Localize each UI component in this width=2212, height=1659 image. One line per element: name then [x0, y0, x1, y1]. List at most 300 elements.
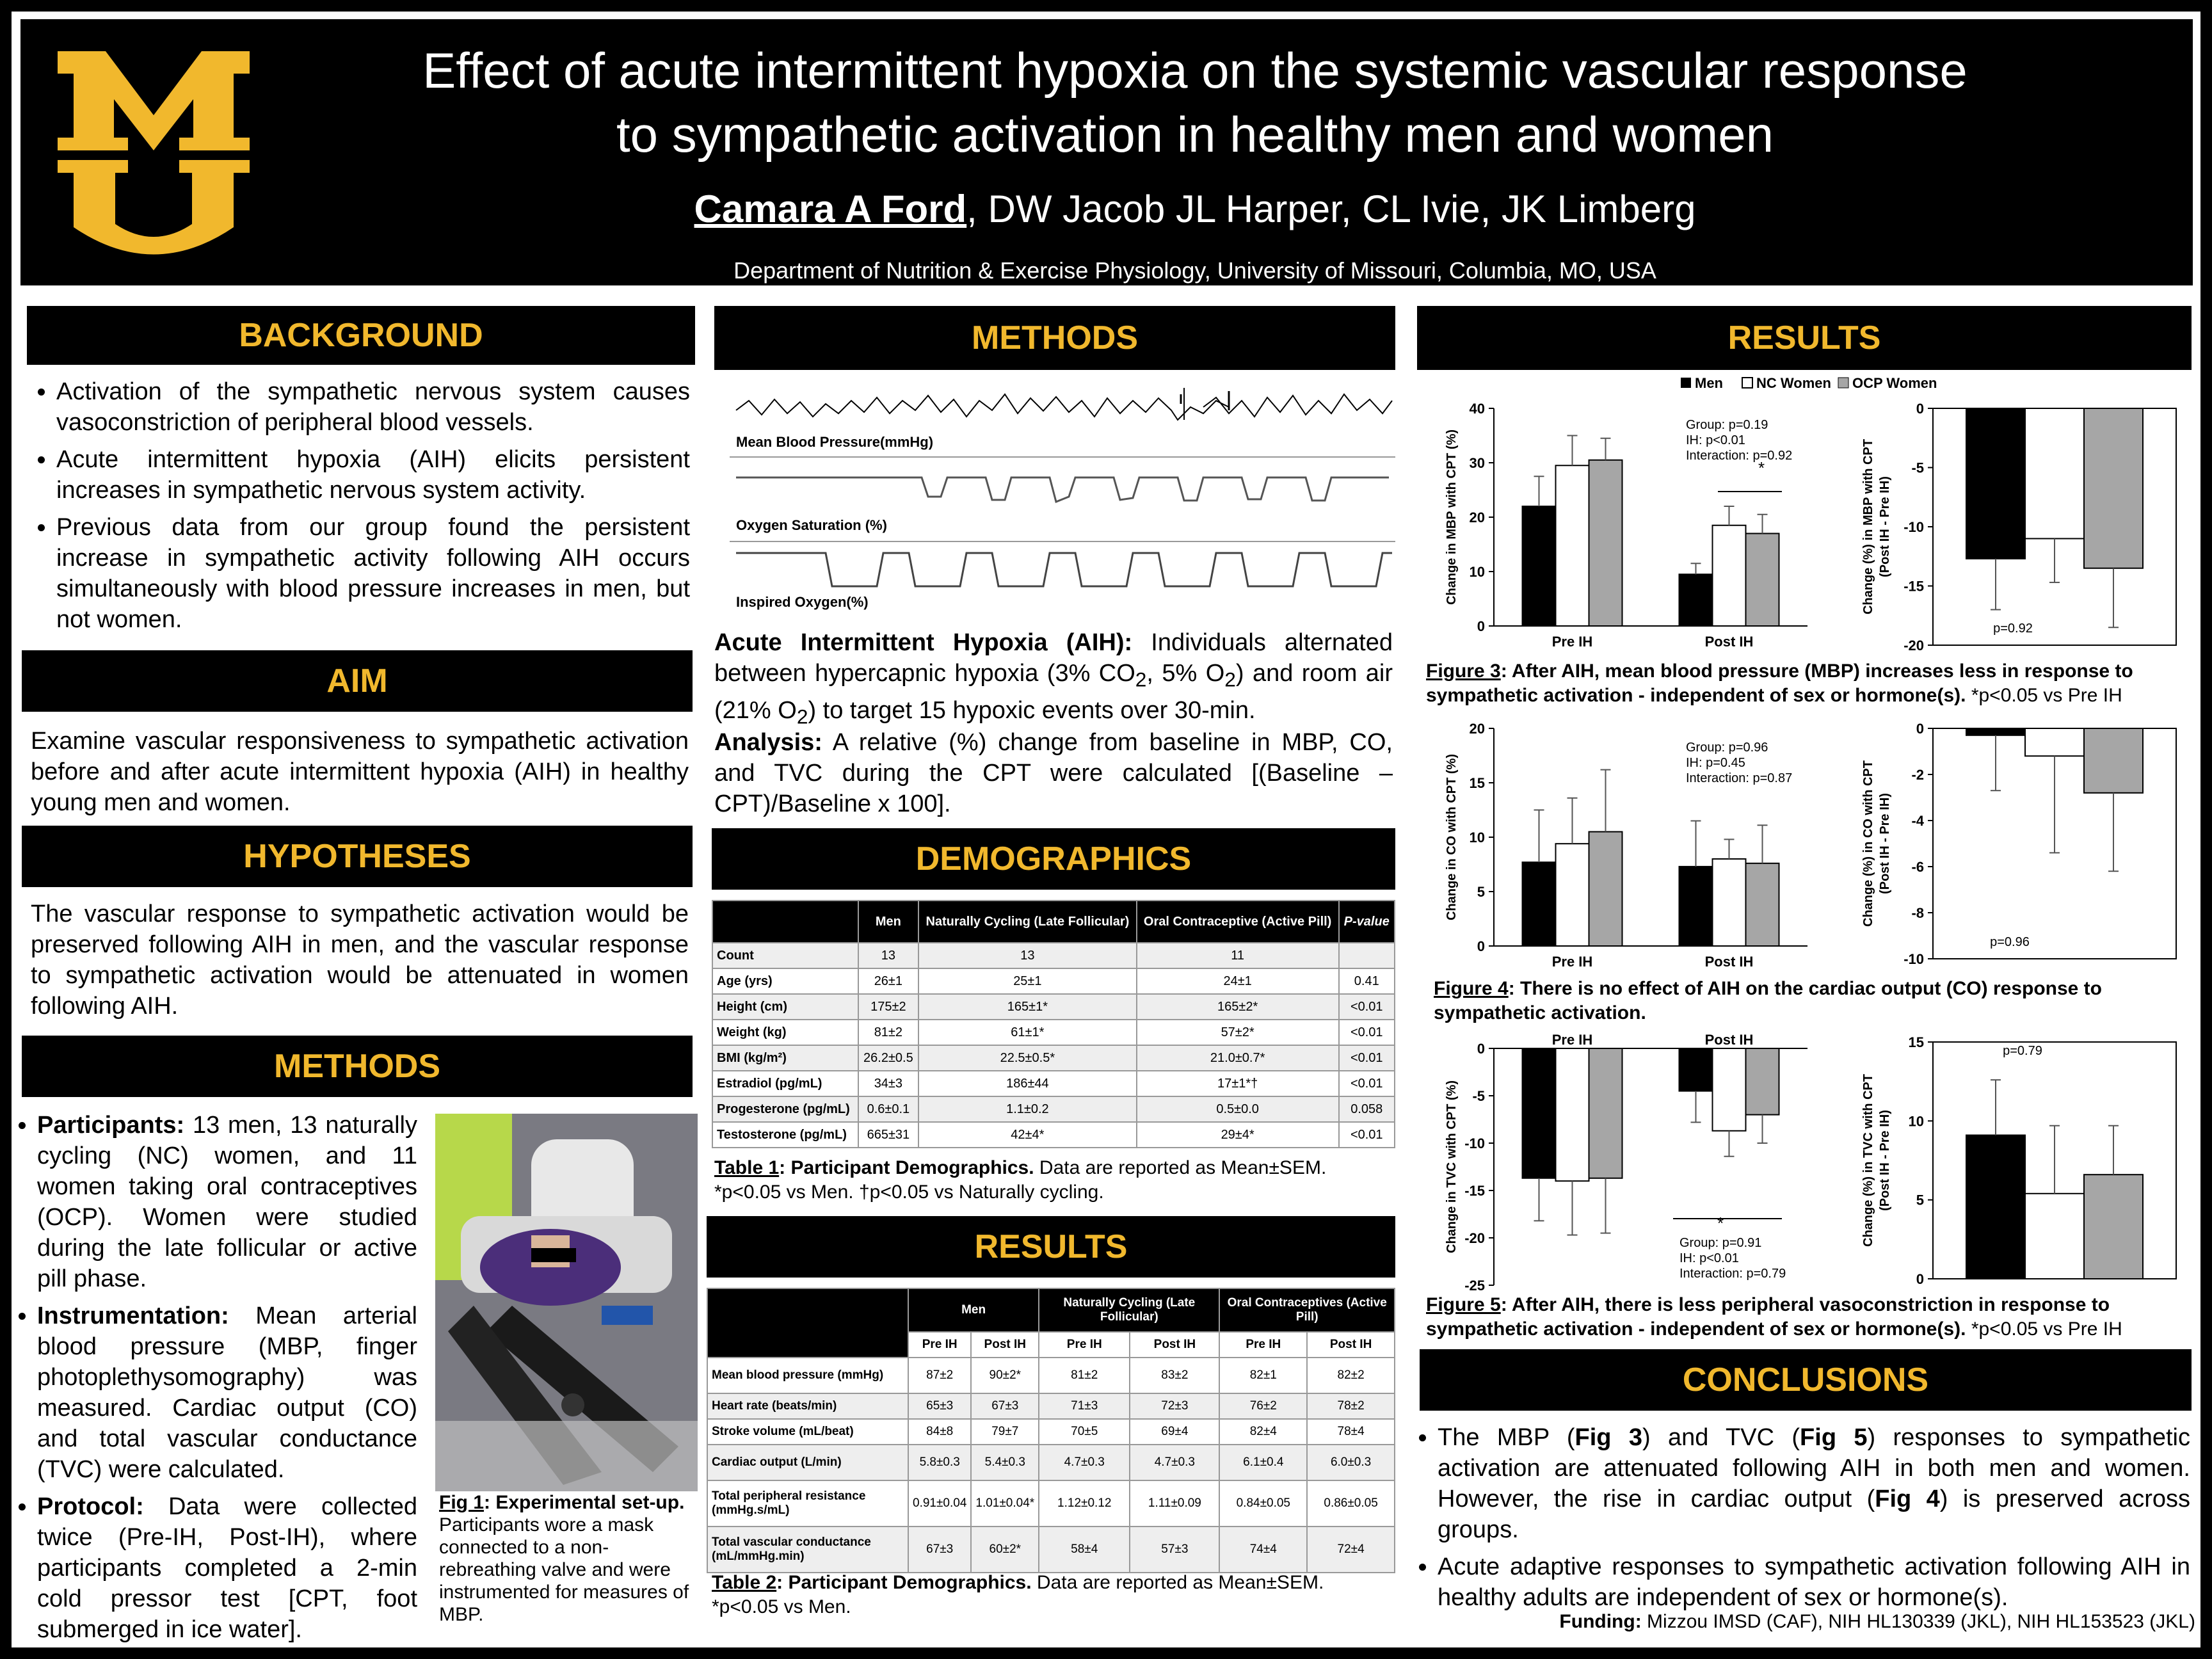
table-cell: <0.01 — [1339, 1071, 1395, 1096]
table-cell: 81±2 — [1039, 1358, 1130, 1393]
table-cell: Cardiac output (L/min) — [707, 1445, 908, 1480]
table-subheader: Pre IH — [1039, 1332, 1130, 1358]
analysis-label: Analysis: — [714, 729, 822, 756]
spo2-trace — [736, 477, 1389, 502]
y-tick-label: -4 — [1911, 813, 1924, 829]
y-axis-label: Change in MBP with CPT (%) — [1445, 429, 1459, 605]
table-row — [707, 1480, 1395, 1527]
table-cell: Age (yrs) — [712, 968, 858, 994]
fig3-caption — [1426, 659, 2192, 708]
table-cell: 0.41 — [1339, 968, 1395, 994]
table-cell: <0.01 — [1339, 994, 1395, 1020]
funding-line — [1511, 1610, 2195, 1633]
table-row — [707, 1393, 1395, 1419]
table-cell: 5.8±0.3 — [908, 1445, 971, 1480]
table-cell: 26±1 — [858, 968, 918, 994]
table-cell: 69±4 — [1130, 1419, 1219, 1445]
bar-ocp-women — [1746, 534, 1779, 627]
category-label: Post IH — [1704, 1032, 1754, 1048]
table-cell: 84±8 — [908, 1419, 971, 1445]
bar-ocp-women — [2084, 408, 2143, 568]
bar-ocp-women — [1746, 863, 1779, 946]
table-cell — [1339, 943, 1395, 968]
bar-ocp-women — [1589, 460, 1623, 626]
stats-annotation: Interaction: p=0.87 — [1686, 771, 1793, 785]
table-cell: 0.5±0.0 — [1137, 1096, 1339, 1122]
table-cell: 60±2* — [971, 1527, 1039, 1573]
legend-label: OCP Women — [1852, 375, 1937, 391]
conclusions-heading: CONCLUSIONS — [1420, 1349, 2192, 1411]
fig5-caption — [1426, 1293, 2192, 1342]
fig1-text: Participants wore a mask connected to a non-rebreathing valve and were instrumented for measures of MBP. — [439, 1514, 689, 1625]
table-cell: Stroke volume (mL/beat) — [707, 1419, 908, 1445]
background-bullet: • Previous data from our group found the persistent increase in sympathetic activity following AIH occurs simultaneously with blood pressure increases in men, but not women. — [56, 512, 690, 635]
funding-text: Mizzou IMSD (CAF), NIH HL130339 (JKL), NIH HL153523 (JKL) — [1641, 1611, 2195, 1632]
stats-annotation: IH: p=0.45 — [1686, 756, 1745, 770]
table-header: Oral Contraceptive (Active Pill) — [1137, 901, 1339, 943]
y-tick-label: 0 — [1916, 721, 1924, 737]
table-group-header: Oral Contraceptives (Active Pill) — [1219, 1288, 1395, 1332]
stats-annotation: Group: p=0.19 — [1686, 418, 1768, 432]
bar-ocp-women — [1746, 1048, 1779, 1115]
table-cell: 78±2 — [1307, 1393, 1395, 1419]
table1-title: : Participant Demographics. — [779, 1157, 1034, 1178]
background-text — [31, 376, 690, 641]
participants-text: 13 men, 13 naturally cycling (NC) women, and 11 women taking oral contraceptives (OCP). Women were studied during the late follicular or active pill phase. — [37, 1112, 417, 1292]
table-header: P-value — [1339, 901, 1395, 943]
conclusion-text: ) is preserved across groups. — [1438, 1486, 2191, 1543]
methods-heading-mid: METHODS — [714, 306, 1395, 370]
table2-label: Table 2 — [712, 1572, 777, 1593]
table-cell: 58±4 — [1039, 1527, 1130, 1573]
hypotheses-text: The vascular response to sympathetic activation would be preserved following AIH in men, and the vascular response to sympathetic activation would be attenuated in women following AIH. — [31, 901, 689, 1020]
table-cell: Total peripheral resistance (mmHg.s/mL) — [707, 1480, 908, 1527]
table1-label: Table 1 — [714, 1157, 780, 1178]
table-cell: <0.01 — [1339, 1122, 1395, 1148]
table-row — [712, 1020, 1395, 1045]
table-cell: 175±2 — [858, 994, 918, 1020]
co-delta-chart — [1818, 716, 2189, 978]
stats-annotation: Interaction: p=0.79 — [1679, 1267, 1786, 1281]
y-tick-label: 5 — [1916, 1192, 1924, 1208]
legend-swatch-nc — [1742, 378, 1752, 388]
category-label: Post IH — [1704, 954, 1754, 970]
table-subheader: Post IH — [1130, 1332, 1219, 1358]
y-tick-label: -20 — [1903, 637, 1924, 653]
y-tick-label: -8 — [1911, 905, 1924, 921]
table-cell: Count — [712, 943, 858, 968]
table-cell: 34±3 — [858, 1071, 918, 1096]
conclusion-text: The MBP ( — [1438, 1424, 1575, 1451]
fig4-text: : There is no effect of AIH on the cardiac output (CO) response to sympathetic activation. — [1434, 978, 2102, 1023]
table1-text: Data are reported as Mean±SEM. *p<0.05 vs Men. †p<0.05 vs Naturally cycling. — [714, 1157, 1327, 1203]
y-axis-label: Change (%) in CO with CPT — [1861, 760, 1875, 927]
table-cell: Heart rate (beats/min) — [707, 1393, 908, 1419]
aih-description — [714, 627, 1393, 732]
fig1-caption — [439, 1491, 695, 1626]
results-heading-mid: RESULTS — [707, 1216, 1395, 1278]
table-cell: Height (cm) — [712, 994, 858, 1020]
author-list — [251, 187, 2139, 231]
bar-nc-women — [1556, 1048, 1589, 1181]
background-bullet: • Activation of the sympathetic nervous system causes vasoconstriction of peripheral blood vessels. — [56, 376, 690, 438]
bar-nc-women — [2025, 728, 2084, 756]
y-tick-label: 0 — [1916, 1271, 1924, 1287]
table-row — [707, 1527, 1395, 1573]
results-heading-right: RESULTS — [1417, 306, 2192, 370]
table-cell: 81±2 — [858, 1020, 918, 1045]
stats-annotation: p=0.79 — [2003, 1044, 2042, 1058]
co-change-chart — [1423, 716, 1833, 978]
table-cell: 42±4* — [918, 1122, 1137, 1148]
table-subheader: Pre IH — [908, 1332, 971, 1358]
table-cell: 76±2 — [1219, 1393, 1307, 1419]
table-header: Men — [858, 901, 918, 943]
y-tick-label: -10 — [1903, 951, 1924, 967]
aih-text-d: ) to target 15 hypoxic events over 30-min. — [808, 696, 1256, 724]
tvc-delta-chart — [1818, 1029, 2189, 1292]
y-axis-label: Change in CO with CPT (%) — [1445, 754, 1459, 920]
table-subheader: Pre IH — [1219, 1332, 1307, 1358]
y-tick-label: 15 — [1469, 775, 1485, 791]
y-axis-label: Change (%) in TVC with CPT — [1861, 1074, 1875, 1247]
table-cell: 79±7 — [971, 1419, 1039, 1445]
analysis-description — [714, 727, 1393, 819]
y-tick-label: 40 — [1469, 401, 1485, 417]
y-axis-label: (Post IH - Pre IH) — [1878, 476, 1892, 577]
table-cell: 87±2 — [908, 1358, 971, 1393]
y-tick-label: 20 — [1469, 721, 1485, 737]
bar-nc-women — [1713, 859, 1746, 946]
table-row — [712, 1071, 1395, 1096]
table-cell: 61±1* — [918, 1020, 1137, 1045]
subscript: 2 — [1135, 668, 1147, 691]
stats-annotation: IH: p<0.01 — [1679, 1251, 1739, 1265]
background-heading: BACKGROUND — [27, 306, 695, 365]
significance-star: * — [1717, 1214, 1724, 1233]
bar-men — [1679, 1048, 1713, 1091]
legend-swatch-ocp — [1838, 378, 1848, 388]
y-tick-label: -15 — [1903, 578, 1924, 595]
protocol-bullet — [37, 1491, 417, 1645]
table-cell: Weight (kg) — [712, 1020, 858, 1045]
table-row — [707, 1419, 1395, 1445]
table-cell: 4.7±0.3 — [1039, 1445, 1130, 1480]
table2-caption — [712, 1571, 1395, 1619]
category-label: Post IH — [1704, 634, 1754, 650]
table-cell: 165±2* — [1137, 994, 1339, 1020]
y-tick-label: -10 — [1903, 519, 1924, 535]
y-axis-label: (Post IH - Pre IH) — [1878, 793, 1892, 894]
table-cell: 1.12±0.12 — [1039, 1480, 1130, 1527]
table-header: Naturally Cycling (Late Follicular) — [918, 901, 1137, 943]
bar-nc-women — [1713, 525, 1746, 626]
stats-annotation: p=0.92 — [1993, 621, 2033, 636]
stats-annotation: Interaction: p=0.92 — [1686, 449, 1793, 463]
table-row — [712, 968, 1395, 994]
fig5-text: : After AIH, there is less peripheral vasoconstriction in response to sympathetic activation - independent of sex or hormone(s). — [1426, 1294, 2110, 1340]
bar-ocp-women — [1589, 832, 1623, 947]
stats-annotation: Group: p=0.91 — [1679, 1236, 1762, 1250]
y-tick-label: 0 — [1477, 1041, 1485, 1057]
methods-text-left — [20, 1110, 417, 1651]
table-cell: Total vascular conductance (mL/mmHg.min) — [707, 1527, 908, 1573]
tvc-change-chart — [1423, 1029, 1833, 1292]
table-cell: 5.4±0.3 — [971, 1445, 1039, 1480]
category-label: Pre IH — [1551, 1032, 1593, 1048]
table-cell: 0.058 — [1339, 1096, 1395, 1122]
bar-nc-women — [2025, 1194, 2084, 1279]
table2-title: : Participant Demographics. — [776, 1572, 1032, 1593]
category-label: Pre IH — [1551, 634, 1593, 650]
y-tick-label: 20 — [1469, 509, 1485, 525]
table-cell: 78±4 — [1307, 1419, 1395, 1445]
mbp-change-chart — [1423, 396, 1833, 658]
y-tick-label: -25 — [1464, 1278, 1485, 1292]
aih-text-a: Individuals alternated between hypercapnic hypoxia (3% CO — [714, 629, 1393, 687]
table-cell: 1.1±0.2 — [918, 1096, 1137, 1122]
fig1-label: Fig 1 — [439, 1492, 485, 1513]
table-cell: 22.5±0.5* — [918, 1045, 1137, 1071]
bar-ocp-women — [2084, 1174, 2143, 1279]
table-group-header: Naturally Cycling (Late Follicular) — [1039, 1288, 1219, 1332]
subscript: 2 — [796, 705, 808, 728]
stats-annotation: Group: p=0.96 — [1686, 741, 1768, 755]
table-cell: 6.1±0.4 — [1219, 1445, 1307, 1480]
conclusion-bullet — [1438, 1422, 2190, 1545]
table-row — [712, 994, 1395, 1020]
table-cell: 72±3 — [1130, 1393, 1219, 1419]
legend-swatch-men — [1681, 378, 1691, 388]
table-header — [712, 901, 858, 943]
protocol-text: Data were collected twice (Pre-IH, Post-IH), where participants completed a 2-min cold pressor test [CPT, foot submerged in ice water]. — [37, 1493, 417, 1643]
y-tick-label: -10 — [1464, 1135, 1485, 1151]
table-cell: 1.01±0.04* — [971, 1480, 1039, 1527]
table-cell: 70±5 — [1039, 1419, 1130, 1445]
trace-label-fio2: Inspired Oxygen(%) — [736, 594, 869, 610]
y-tick-label: -5 — [1472, 1088, 1485, 1104]
y-tick-label: 0 — [1477, 618, 1485, 634]
legend-label: NC Women — [1756, 375, 1831, 391]
participants-label: Participants: — [37, 1112, 185, 1139]
y-tick-label: -20 — [1464, 1230, 1485, 1246]
fig-ref: Fig 3 — [1575, 1424, 1642, 1451]
y-tick-label: -6 — [1911, 859, 1924, 875]
table-cell: 72±4 — [1307, 1527, 1395, 1573]
fio2-trace — [736, 553, 1392, 586]
table-cell: Progesterone (pg/mL) — [712, 1096, 858, 1122]
table-group-header: Men — [908, 1288, 1039, 1332]
aih-trace-figure — [730, 381, 1395, 618]
hypotheses-heading: HYPOTHESES — [22, 826, 693, 887]
table-subheader: Post IH — [971, 1332, 1039, 1358]
table-cell: 0.84±0.05 — [1219, 1480, 1307, 1527]
participants-bullet — [37, 1110, 417, 1294]
y-tick-label: 0 — [1477, 938, 1485, 954]
fig-ref: Fig 4 — [1875, 1486, 1940, 1512]
table-cell: Mean blood pressure (mmHg) — [707, 1358, 908, 1393]
funding-label: Funding: — [1559, 1611, 1642, 1632]
table-cell: 665±31 — [858, 1122, 918, 1148]
table-cell: BMI (kg/m²) — [712, 1045, 858, 1071]
stats-annotation: p=0.96 — [1990, 935, 2030, 949]
table-cell: 0.91±0.04 — [908, 1480, 971, 1527]
table-cell: 57±3 — [1130, 1527, 1219, 1573]
table-cell: 83±2 — [1130, 1358, 1219, 1393]
table-cell: 4.7±0.3 — [1130, 1445, 1219, 1480]
aim-text: Examine vascular responsiveness to sympathetic activation before and after acute intermittent hypoxia (AIH) in healthy young men and women. — [31, 728, 689, 816]
table-cell: 6.0±0.3 — [1307, 1445, 1395, 1480]
table-row — [712, 943, 1395, 968]
results-table — [707, 1288, 1395, 1573]
bar-men — [1966, 1135, 2025, 1279]
subscript: 2 — [1224, 668, 1236, 691]
background-bullet: • Acute intermittent hypoxia (AIH) elicits persistent increases in sympathetic nervous system activity. — [56, 444, 690, 506]
fig4-label: Figure 4 — [1434, 978, 1509, 999]
co-authors: , DW Jacob JL Harper, CL Ivie, JK Limberg — [966, 188, 1696, 230]
experimental-setup-photo — [435, 1114, 698, 1491]
bar-men — [1966, 408, 2025, 559]
table-subheader: Post IH — [1307, 1332, 1395, 1358]
table-cell: 90±2* — [971, 1358, 1039, 1393]
table2-text: Data are reported as Mean±SEM. *p<0.05 vs Men. — [712, 1572, 1324, 1617]
bar-men — [1523, 1048, 1556, 1178]
y-axis-label: Change (%) in MBP with CPT — [1861, 438, 1875, 615]
instrumentation-label: Instrumentation: — [37, 1302, 229, 1329]
fig5-tail: *p<0.05 vs Pre IH — [1966, 1318, 2122, 1340]
table1-caption — [714, 1156, 1393, 1205]
bar-nc-women — [1556, 844, 1589, 946]
table-cell: 11 — [1137, 943, 1339, 968]
y-tick-label: -5 — [1911, 460, 1924, 476]
table-cell: 67±3 — [908, 1527, 971, 1573]
conclusion-bullet: • Acute adaptive responses to sympathetic activation following AIH in healthy adults are independent of sex or hormone(s). — [1438, 1551, 2190, 1613]
trace-label-spo2: Oxygen Saturation (%) — [736, 517, 887, 533]
table-cell: 1.11±0.09 — [1130, 1480, 1219, 1527]
table-cell: 13 — [858, 943, 918, 968]
table-cell: Estradiol (pg/mL) — [712, 1071, 858, 1096]
y-tick-label: 15 — [1908, 1034, 1924, 1050]
university-logo — [58, 45, 250, 262]
demographics-heading: DEMOGRAPHICS — [712, 828, 1395, 890]
table-cell: <0.01 — [1339, 1020, 1395, 1045]
bar-nc-women — [1556, 465, 1589, 626]
bar-men — [1523, 862, 1556, 946]
y-tick-label: 30 — [1469, 455, 1485, 471]
y-axis-label: (Post IH - Pre IH) — [1878, 1110, 1892, 1211]
fig1-title: : Experimental set-up. — [484, 1492, 685, 1513]
y-tick-label: 10 — [1908, 1113, 1924, 1130]
bar-nc-women — [1713, 1048, 1746, 1131]
table-row — [707, 1445, 1395, 1480]
table-cell: 0.86±0.05 — [1307, 1480, 1395, 1527]
table-cell: 0.6±0.1 — [858, 1096, 918, 1122]
conclusion-text: ) and TVC ( — [1642, 1424, 1800, 1451]
fig5-label: Figure 5 — [1426, 1294, 1501, 1315]
table-cell: 74±4 — [1219, 1527, 1307, 1573]
table-row — [712, 1045, 1395, 1071]
fig3-tail: *p<0.05 vs Pre IH — [1966, 685, 2122, 706]
table-cell: Testosterone (pg/mL) — [712, 1122, 858, 1148]
significance-star: * — [1758, 458, 1765, 477]
methods-heading-left: METHODS — [22, 1036, 693, 1097]
fig-ref: Fig 5 — [1800, 1424, 1868, 1451]
title-line-2: to sympathetic activation in healthy men and women — [616, 106, 1774, 163]
table-cell: 25±1 — [918, 968, 1137, 994]
table-cell: 82±1 — [1219, 1358, 1307, 1393]
fig3-label: Figure 3 — [1426, 661, 1501, 682]
table-cell: 29±4* — [1137, 1122, 1339, 1148]
poster-header — [20, 19, 2193, 285]
aih-text-c: ) and room air (21% O — [714, 660, 1393, 724]
table-cell: 165±1* — [918, 994, 1137, 1020]
table-row — [712, 1096, 1395, 1122]
fig3-text: : After AIH, mean blood pressure (MBP) increases less in response to sympathetic activation - independent of sex or hormone(s). — [1426, 661, 2133, 706]
bar-ocp-women — [1589, 1048, 1623, 1178]
bar-nc-women — [2025, 408, 2084, 539]
y-tick-label: 10 — [1469, 830, 1485, 846]
stats-annotation: IH: p<0.01 — [1686, 433, 1745, 447]
bar-men — [1523, 506, 1556, 626]
lead-author: Camara A Ford — [694, 188, 967, 230]
table-cell: 21.0±0.7* — [1137, 1045, 1339, 1071]
instrumentation-text: Mean arterial blood pressure (MBP, finger photoplethysomography) was measured. Cardiac output (CO) and total vascular conductance (TVC) were calculated. — [37, 1302, 417, 1483]
table-row — [712, 1122, 1395, 1148]
instrumentation-bullet — [37, 1301, 417, 1485]
table-cell: 67±3 — [971, 1393, 1039, 1419]
aim-heading: AIM — [22, 650, 693, 712]
y-tick-label: -2 — [1911, 767, 1924, 783]
y-tick-label: 5 — [1477, 884, 1485, 900]
conclusion-text: ) responses to sympathetic activation are attenuated following AIH in both men and women. However, the rise in cardiac output ( — [1438, 1424, 2190, 1512]
bar-ocp-women — [2084, 728, 2143, 793]
table-row — [707, 1358, 1395, 1393]
y-tick-label: 0 — [1916, 401, 1924, 417]
table-cell: 17±1*† — [1137, 1071, 1339, 1096]
protocol-label: Protocol: — [37, 1493, 144, 1520]
table-cell: 26.2±0.5 — [858, 1045, 918, 1071]
analysis-text: A relative (%) change from baseline in MBP, CO, and TVC during the CPT were calculated [(Baseline – CPT)/Baseline x 100]. — [714, 729, 1393, 817]
table-cell: 82±4 — [1219, 1419, 1307, 1445]
bar-men — [1679, 574, 1713, 626]
mbp-delta-chart — [1818, 396, 2189, 658]
table-cell: 65±3 — [908, 1393, 971, 1419]
department: Department of Nutrition & Exercise Physiology, University of Missouri, Columbia, MO, USA — [733, 257, 1656, 284]
conclusions-text — [1420, 1422, 2190, 1619]
demographics-table — [712, 900, 1395, 1148]
poster-title — [251, 38, 2139, 166]
table-cell: 24±1 — [1137, 968, 1339, 994]
table-cell: 57±2* — [1137, 1020, 1339, 1045]
aih-label: Acute Intermittent Hypoxia (AIH): — [714, 629, 1133, 656]
title-line-1: Effect of acute intermittent hypoxia on the systemic vascular response — [422, 42, 1968, 99]
y-tick-label: -15 — [1464, 1183, 1485, 1199]
y-tick-label: 10 — [1469, 564, 1485, 580]
fig4-caption — [1434, 977, 2192, 1025]
mbp-trace — [736, 394, 1229, 420]
category-label: Pre IH — [1551, 954, 1593, 970]
bar-men — [1966, 728, 2025, 735]
table-cell: 13 — [918, 943, 1137, 968]
table-cell: <0.01 — [1339, 1045, 1395, 1071]
y-axis-label: Change in TVC with CPT (%) — [1445, 1080, 1459, 1253]
legend-label: Men — [1695, 375, 1723, 391]
aih-text-b: , 5% O — [1146, 660, 1225, 687]
table-cell: 186±44 — [918, 1071, 1137, 1096]
bar-men — [1679, 867, 1713, 946]
table-cell: 71±3 — [1039, 1393, 1130, 1419]
table-cell: 82±2 — [1307, 1358, 1395, 1393]
